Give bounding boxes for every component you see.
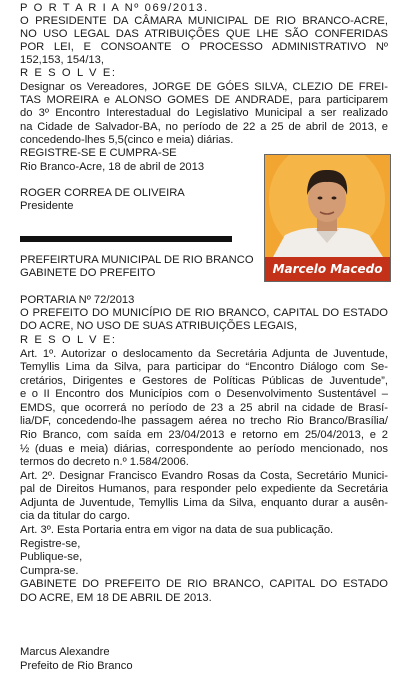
portaria-069-preamble-line: O PRESIDENTE DA CÂMARA MUNICIPAL DE RIO BRANCO-ACRE, xyxy=(20,15,388,27)
portaria-72-preamble-line: DO ACRE, NO USO DE SUAS ATRIBUIÇÕES LEGAIS, xyxy=(20,320,298,332)
art2-line: Art. 2º. Designar Francisco Evandro Rosas da Costa, Secretário Munici- xyxy=(20,470,388,482)
portrait-photo xyxy=(264,154,391,282)
portaria-72-signer-name: Marcus Alexandre xyxy=(20,646,110,658)
art1-line: Rio Branco, com saída em 23/04/2013 e retorno em 25/04/2013, e 2 xyxy=(20,429,388,441)
art1-line: EMDS, que ocorrerá no período de 23 a 25 abril na cidade de Brasí- xyxy=(20,402,388,414)
art1-line: e o II Encontro dos Municípios com o Desenvolvimento Sustentável – xyxy=(20,388,388,400)
portaria-72-signer-title: Prefeito de Rio Branco xyxy=(20,660,133,672)
art2-line: cia da titular do cargo. xyxy=(20,510,131,522)
portaria-72-resolve: R E S O L V E: xyxy=(20,334,117,346)
art1-line: Art. 1º. Autorizar o deslocamento da Secretária Adjunta de Juventude, xyxy=(20,348,388,360)
org-name: PREFEIRTURA MUNICIPAL DE RIO BRANCO xyxy=(20,254,254,266)
art2-line: pal de Direitos Humanos, para responder pelo expediente da Secretária xyxy=(20,483,388,495)
art1-line: cretários, Dirigentes e Gestores de Políticas Públicas de Juventude”, xyxy=(20,375,388,387)
art1-line: termos do decreto n.º 1.584/2006. xyxy=(20,456,189,468)
art3-line: Art. 3º. Esta Portaria entra em vigor na data de sua publicação. xyxy=(20,524,334,536)
closing-line: Registre-se, xyxy=(20,538,81,550)
portaria-069-body-line: TAS MOREIRA e ALONSO GOMES DE ANDRADE, para participarem xyxy=(20,94,388,106)
portaria-069-signer-name: ROGER CORREA DE OLIVEIRA xyxy=(20,187,185,199)
portrait-image xyxy=(265,155,390,257)
closing-line: Cumpra-se. xyxy=(20,565,79,577)
portaria-069-body-line: na Cidade de Salvador-BA, no período de 22 a 25 de abril de 2013, e xyxy=(20,121,388,133)
photo-caption: Marcelo Macedo xyxy=(265,257,390,281)
art1-line: ½ (duas e meia) diárias, correspondente ao período mencionado, nos xyxy=(20,443,388,455)
portaria-069-preamble-line: NO USO LEGAL DAS ATRIBUIÇÕES QUE LHE SÃO CONFERIDAS xyxy=(20,28,388,40)
footer-line: DO ACRE, EM 18 DE ABRIL DE 2013. xyxy=(20,592,212,604)
portaria-069-date: Rio Branco-Acre, 18 de abril de 2013 xyxy=(20,161,205,173)
org-subname: GABINETE DO PREFEITO xyxy=(20,267,156,279)
portaria-069-preamble-line: 152,153, 154/13, xyxy=(20,54,104,66)
footer-line: GABINETE DO PREFEITO DE RIO BRANCO, CAPITAL DO ESTADO xyxy=(20,578,388,590)
portaria-069-body-line: Designar os Vereadores, JORGE DE GÓES SILVA, CLEZIO DE FREI- xyxy=(20,81,388,93)
art1-line: Temyllis Lima da Silva, para participar do “Encontro Diálogo com Se- xyxy=(20,361,388,373)
portaria-069-body-line: concedendo-lhes 5,5(cinco e meia) diárias. xyxy=(20,134,234,146)
portaria-069-body-line: do 3º Encontro Interestadual do Legislativo Municipal a ser realizado xyxy=(20,107,388,119)
closing-line: Publique-se, xyxy=(20,551,83,563)
art1-line: lia/DF, concedendo-lhe passagem aérea no trecho Rio Branco/Brasília/ xyxy=(20,415,388,427)
portaria-069-resolve: R E S O L V E: xyxy=(20,67,117,79)
section-divider xyxy=(20,236,232,242)
portaria-069-registre: REGISTRE-SE E CUMPRA-SE xyxy=(20,147,177,159)
portaria-72-preamble-line: O PREFEITO DO MUNICÍPIO DE RIO BRANCO, CAPITAL DO ESTADO xyxy=(20,307,388,319)
art2-line: Adjunta de Juventude, Temyllis Lima da Silva, enquanto durar a ausên- xyxy=(20,497,388,509)
portaria-72-title: PORTARIA Nº 72/2013 xyxy=(20,294,135,306)
portaria-069-preamble-line: POR LEI, E CONSOANTE O PROCESSO ADMINISTRATIVO Nº xyxy=(20,41,388,53)
portaria-069-signer-title: Presidente xyxy=(20,200,74,212)
portaria-069-title: P O R T A R I A Nº 069/2013. xyxy=(20,2,209,14)
